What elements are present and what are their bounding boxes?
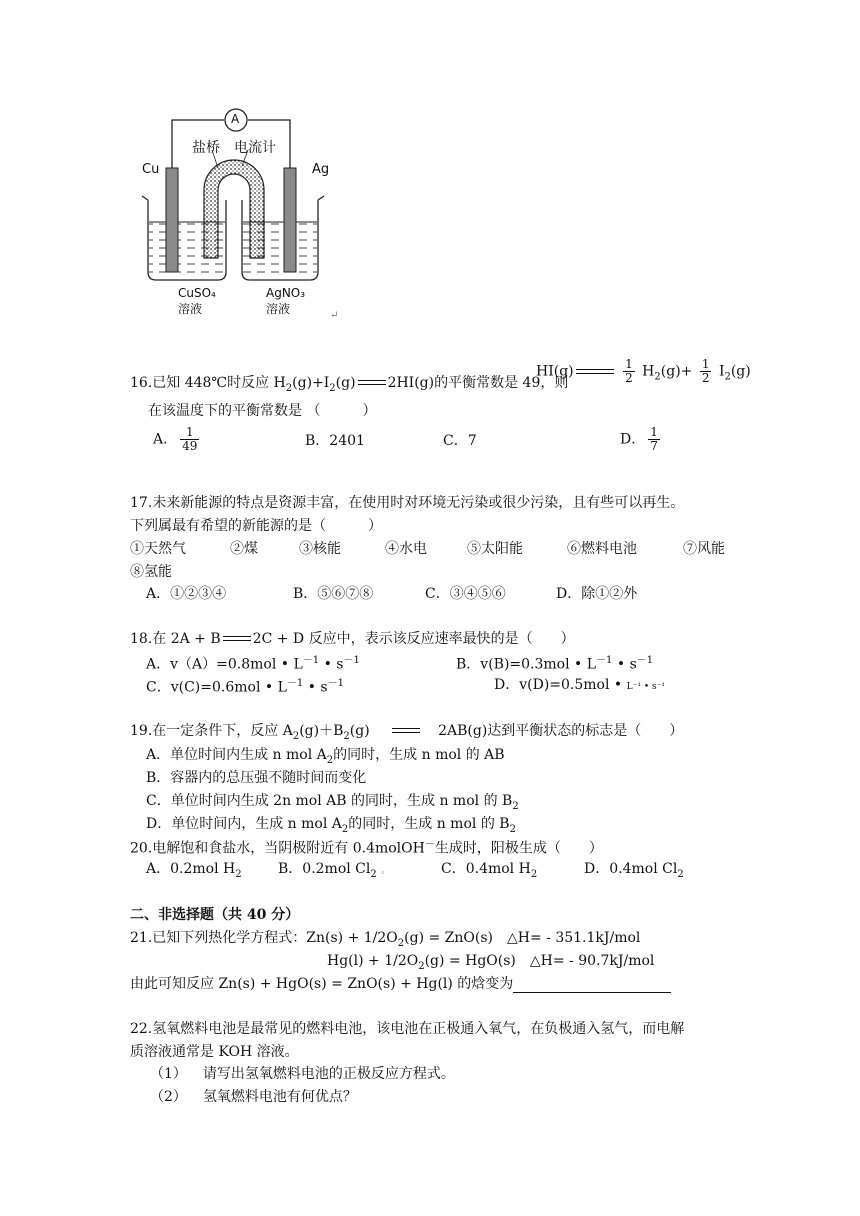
q20-option-b: B．0.2mol $Cl_2$ 。 xyxy=(278,861,391,880)
fraction-half: $\frac{1}{2}$ xyxy=(625,357,633,385)
fraction-half: $\frac{1}{2}$ xyxy=(701,357,710,385)
q16-option-a: A． $\frac{1}{49}$ xyxy=(153,425,198,453)
q18-option-a: A．v（A）=0.8mol • $L^{-1}$ • $s^{-1}$ xyxy=(146,655,360,673)
q17-item: ②煤 xyxy=(230,541,258,557)
q17-option-d: D．除①②外 xyxy=(556,586,638,602)
cu-electrode xyxy=(166,168,178,272)
left-solution-formula: CuSO₄ xyxy=(178,286,216,300)
q18-option-c: C．v(C)=0.6mol • $L^{-1}$ • $s^{-1}$ xyxy=(146,678,344,696)
galvanic-cell-diagram xyxy=(130,100,370,330)
q21-line1: 21.已知下列热化学方程式：$Zn(s) + 1/2O_2(g) = ZnO(s)$ △H= - 351.1kJ/mol xyxy=(130,930,641,949)
equilibrium-arrow-icon xyxy=(576,367,614,377)
q17-item: ③核能 xyxy=(299,541,341,557)
q16-reaction: HI(g) $\frac{1}{2}$ $H_2(g)+$ $\frac{1}{2}$ $I_2(g)$ xyxy=(536,357,751,385)
q20-option-d: D．0.4mol $Cl_2$ xyxy=(584,861,684,880)
ammeter-label: 电流计 xyxy=(234,140,276,156)
q21-line3: 由此可知反应 Zn(s) + HgO(s) = ZnO(s) + Hg(l) 的焓变为 xyxy=(130,973,671,993)
q16-option-d: D． $\frac{1}{7}$ xyxy=(620,425,658,453)
ag-electrode xyxy=(284,168,296,272)
q17-item: ⑤太阳能 xyxy=(467,541,523,557)
salt-bridge-tube xyxy=(204,160,264,258)
q17-stem-line1: 17.未来新能源的特点是资源丰富，在使用时对环境无污染或很少污染，且有些可以再生。 xyxy=(130,495,685,511)
q17-item: ⑧氢能 xyxy=(130,564,172,580)
q16-option-c: C．7 xyxy=(443,433,477,449)
q16-option-b: B．2401 xyxy=(305,433,365,449)
q17-option-b: B．⑤⑥⑦⑧ xyxy=(293,586,374,602)
q22-sub1: （1） 请写出氢氧燃料电池的正极反应方程式。 xyxy=(150,1066,455,1082)
q17-item: ⑦风能 xyxy=(683,541,725,557)
q20-option-a: A．0.2mol $H_2$ xyxy=(146,861,242,880)
q20-stem: 20.电解饱和食盐水，当阴极附近有 0.4molOH－生成时，阳极生成（ ） xyxy=(130,839,603,857)
q19-option-d: D．单位时间内，生成 n mol $A_2$的同时，生成 n mol 的 $B_2$ xyxy=(146,816,516,835)
section-title: 二、非选择题（共 40 分） xyxy=(130,907,300,923)
equilibrium-arrow-icon xyxy=(223,634,251,644)
q17-item: ⑥燃料电池 xyxy=(567,541,637,557)
equilibrium-arrow-icon xyxy=(392,726,420,736)
galvanic-cell-figure xyxy=(130,100,370,330)
q17-item: ④水电 xyxy=(385,541,427,557)
q19-option-c: C．单位时间内生成 2n mol AB 的同时，生成 n mol 的 $B_2$ xyxy=(146,793,519,812)
salt-bridge-label: 盐桥 xyxy=(192,140,220,156)
q18-stem: 18.在 2A + B 2C + D 反应中，表示该反应速率最快的是（ ） xyxy=(130,631,575,647)
q22-sub2: （2） 氢氧燃料电池有何优点？ xyxy=(150,1089,357,1105)
q19-option-a: A．单位时间内生成 n mol $A_2$的同时，生成 n mol 的 AB xyxy=(146,747,505,766)
return-mark: ↵ xyxy=(330,310,339,321)
answer-blank[interactable] xyxy=(513,978,671,993)
ag-label: Ag xyxy=(312,162,330,177)
q22-line2: 质溶液通常是 KOH 溶液。 xyxy=(130,1044,299,1060)
q17-option-c: C．③④⑤⑥ xyxy=(425,586,506,602)
left-solution-text: 溶液 xyxy=(178,302,203,316)
equilibrium-arrow-icon xyxy=(358,378,386,388)
q19-option-b: B．容器内的总压强不随时间而变化 xyxy=(146,770,367,786)
q18-option-b: B．v(B)=0.3mol • $L^{-1}$ • $s^{-1}$ xyxy=(456,655,654,673)
q16-stem-line2: 在该温度下的平衡常数是 （ ） xyxy=(148,403,377,419)
q22-line1: 22.氢氧燃料电池是最常见的燃料电池，该电池在正极通入氧气，在负极通入氢气，而电解 xyxy=(130,1021,685,1037)
q17-stem-line2: 下列属最有希望的新能源的是（ ） xyxy=(130,518,382,534)
q17-option-a: A．①②③④ xyxy=(146,586,227,602)
q19-stem: 19.在一定条件下，反应 $A_2(g)+B_2(g)$ 2AB(g)达到平衡状态的标志是（ ） xyxy=(130,723,684,742)
q17-item: ①天然气 xyxy=(130,541,186,557)
ammeter-symbol: A xyxy=(231,112,240,126)
right-solution-formula: AgNO₃ xyxy=(266,286,306,300)
cu-label: Cu xyxy=(142,162,160,177)
q20-option-c: C．0.4mol $H_2$ xyxy=(441,861,538,880)
q18-option-d: D．v(D)=0.5mol • L⁻¹ • s⁻¹ xyxy=(494,677,665,693)
q21-line2: $Hg(l) + 1/2O_2(g) = HgO(s)$ △H= - 90.7kJ/mol xyxy=(327,953,655,972)
right-solution-text: 溶液 xyxy=(266,302,291,316)
q16-stem: 16.已知 448℃时反应 $H_2(g)+I_2(g)$ 2HI(g)的平衡常数是 49，则 xyxy=(130,375,569,394)
